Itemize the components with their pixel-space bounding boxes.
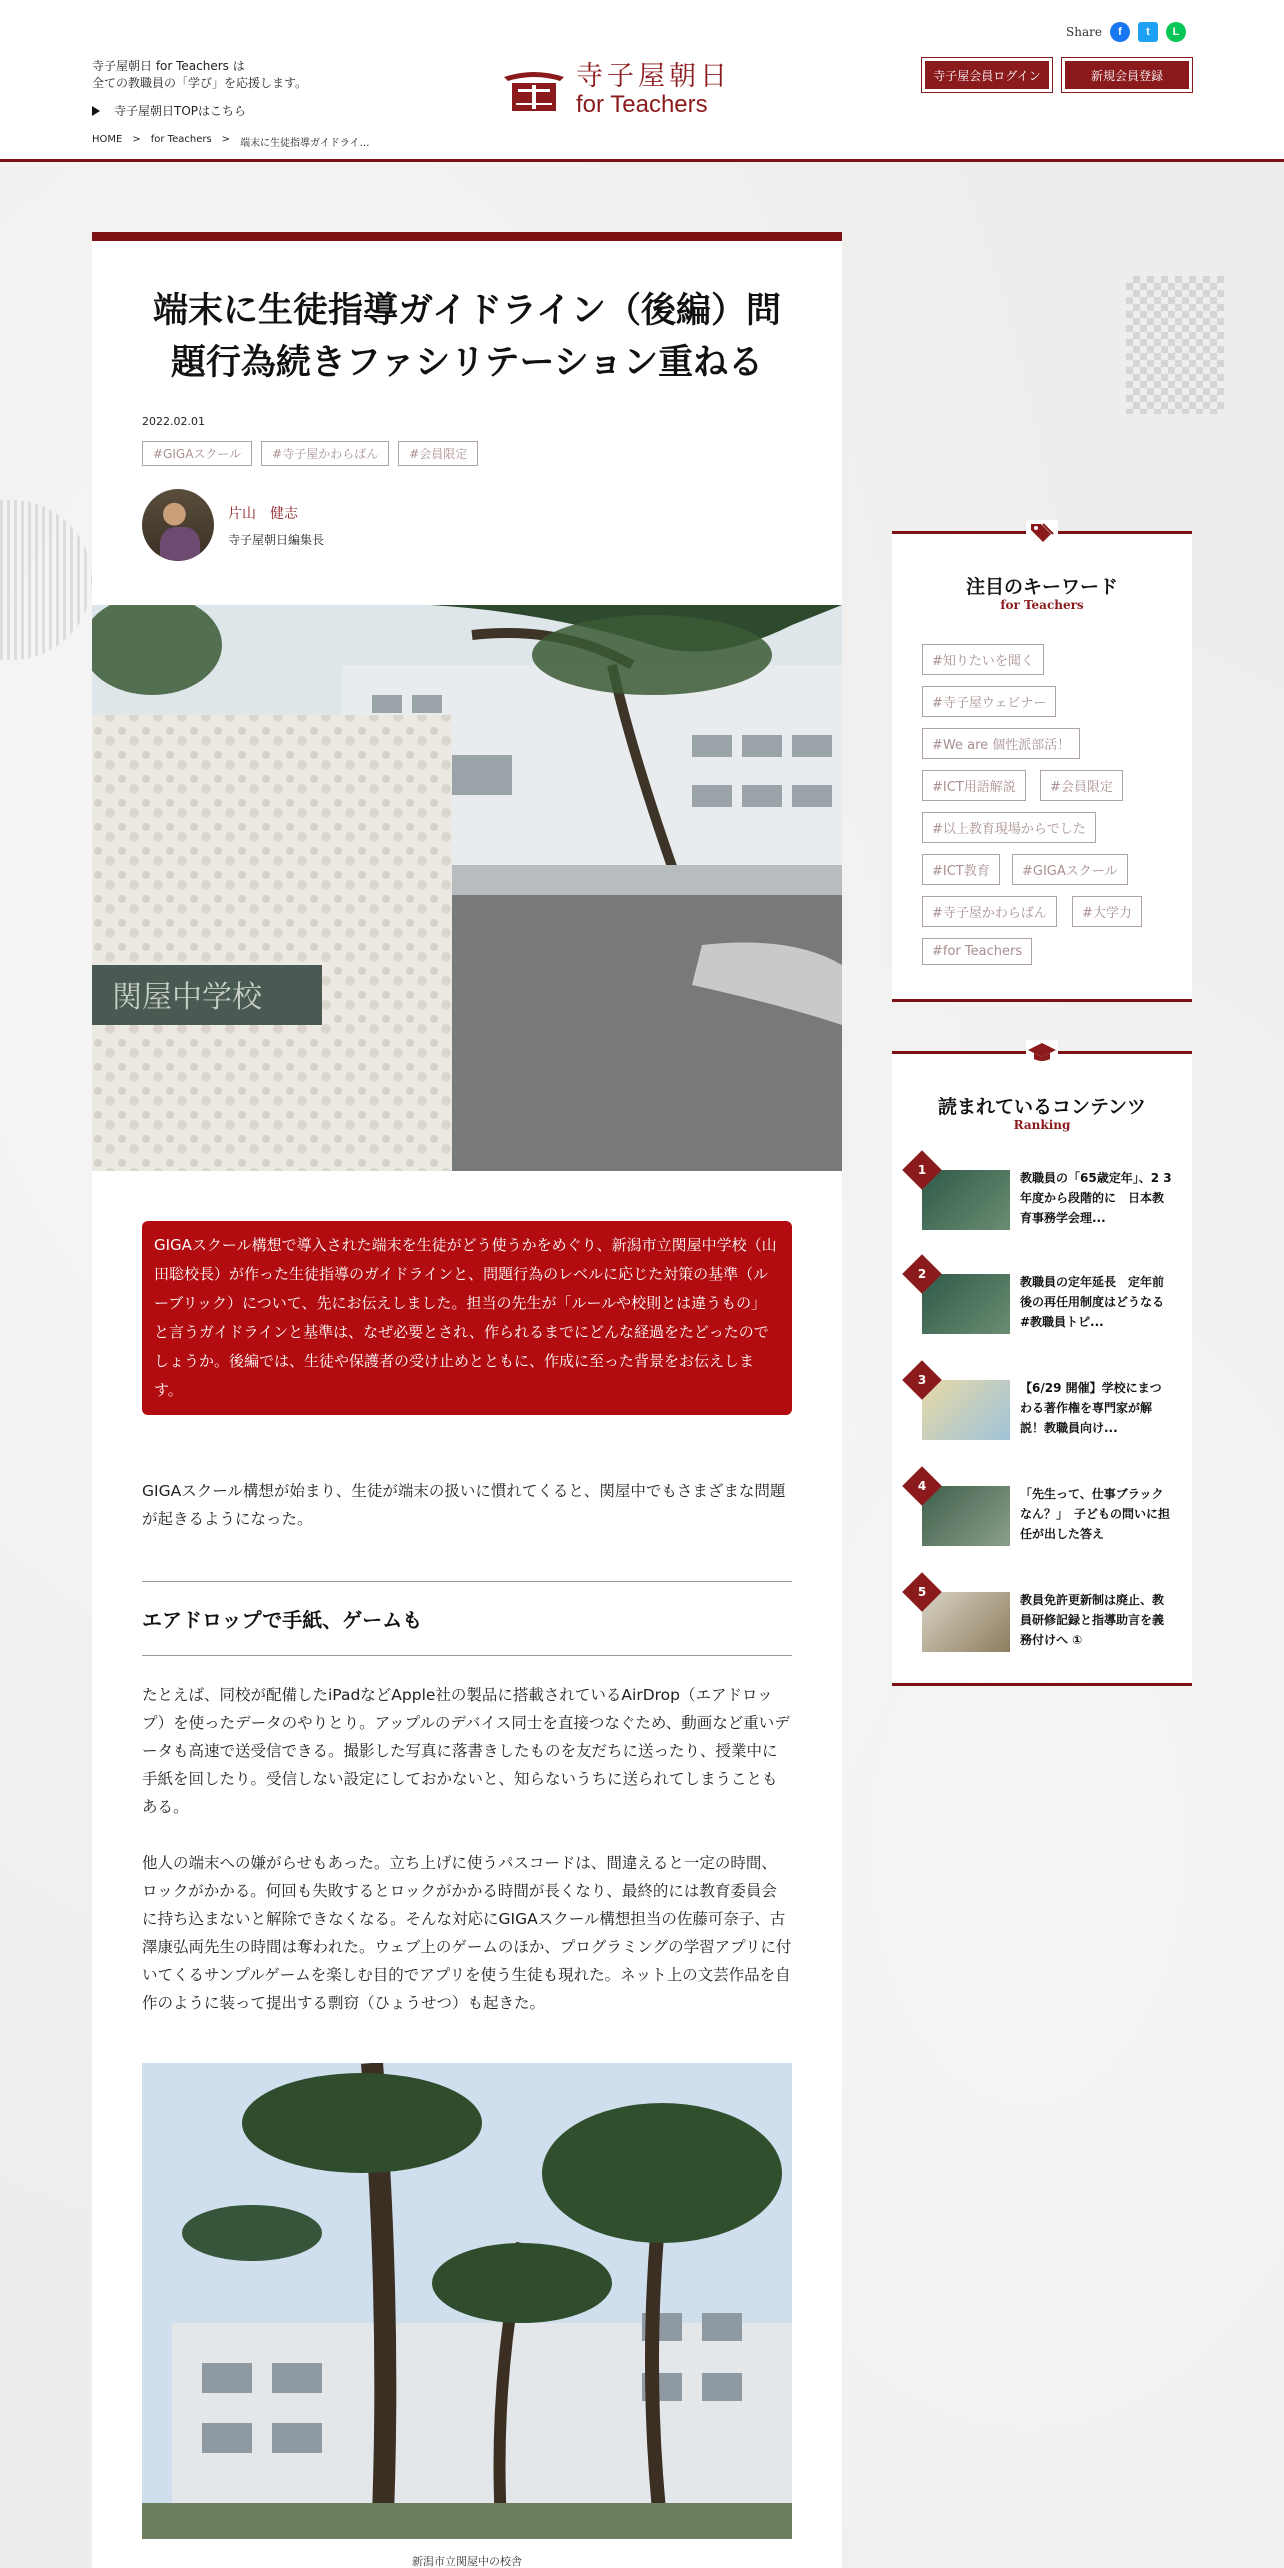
keyword-tag[interactable]: #会員限定 (1040, 770, 1123, 801)
author-block[interactable] (142, 489, 324, 561)
ranking-item[interactable] (917, 1264, 1177, 1334)
breadcrumb-current: 端末に生徒指導ガイドライ… (240, 138, 370, 149)
keyword-tag[interactable]: #大学力 (1072, 896, 1142, 927)
site-tagline (92, 58, 307, 92)
article-title: 端末に生徒指導ガイドライン（後編）問題行為続きファシリテーション重ねる (153, 291, 781, 383)
ranking-title-text: 教員免許更新制は廃止、教員研修記録と指導助言を義務付けへ ① (1020, 1593, 1165, 1647)
keyword-tag[interactable]: #for Teachers (922, 938, 1032, 965)
tag-giga-school[interactable]: #GIGAスクール (142, 441, 252, 466)
panel-cap (892, 1040, 1192, 1064)
tag-kawaraban[interactable]: #寺子屋かわらばん (261, 441, 389, 466)
keyword-tag[interactable]: #ICT教育 (922, 854, 1000, 885)
article-card (92, 232, 842, 2568)
tagline-line-2: 全ての教職員の「学び」を応援します。 (92, 76, 308, 90)
author-role: 寺子屋朝日編集長 (228, 532, 325, 547)
rank-number: 2 (917, 1267, 927, 1281)
register-button[interactable]: 新規会員登録 (1064, 60, 1190, 90)
twitter-icon[interactable]: t (1138, 22, 1158, 42)
keyword-tag[interactable]: #寺子屋ウェビナー (922, 686, 1056, 717)
share-bar (1066, 22, 1186, 42)
hero-image-school-gate (92, 605, 842, 1171)
keyword-tag[interactable]: #We are 個性派部活！ (922, 728, 1080, 759)
ranking-title-text: 教職員の定年延長 定年前後の再任用制度はどうなる #教職員トピ... (1020, 1275, 1177, 1329)
facebook-icon[interactable]: f (1110, 22, 1130, 42)
keyword-tag[interactable]: #以上教育現場からでした (922, 812, 1096, 843)
ranking-item[interactable] (917, 1370, 1172, 1440)
author-name: 片山 健志 (228, 505, 298, 522)
panel-cap (892, 520, 1192, 544)
ranking-title: 読まれているコンテンツ (937, 1096, 1147, 1118)
keywords-title: 注目のキーワード (965, 576, 1118, 598)
breadcrumb-for-teachers[interactable]: for Teachers (150, 134, 212, 145)
rank-number: 5 (917, 1585, 927, 1599)
tagline-line-1: 寺子屋朝日 for Teachers は (92, 59, 245, 73)
keyword-tag[interactable]: #寺子屋かわらばん (922, 896, 1057, 927)
ranking-subtitle: Ranking (1013, 1118, 1071, 1132)
site-header (0, 0, 1284, 162)
rank-number: 4 (917, 1479, 927, 1493)
avatar (142, 489, 214, 561)
breadcrumb-home[interactable]: HOME (92, 134, 123, 145)
rank-number: 1 (917, 1163, 927, 1177)
site-logo[interactable] (502, 62, 731, 118)
breadcrumb-separator: > (132, 134, 141, 145)
article-tags (142, 441, 478, 466)
photo-caption: 新潟市立関屋中の校舎 (412, 2555, 522, 2568)
ranking-title-text: 教職員の「65歳定年」、2 3年度から段階的に 日本教育事務学会理... (1020, 1171, 1172, 1225)
ranking-title-text: 「先生って、仕事ブラックなん？」 子どもの問いに担任が出した答え (1020, 1487, 1171, 1541)
graduation-cap-icon (1026, 1040, 1058, 1064)
line-icon[interactable]: L (1166, 22, 1186, 42)
breadcrumb-separator: > (221, 134, 231, 145)
keywords-subtitle: for Teachers (1000, 598, 1084, 612)
rank-number: 3 (917, 1373, 927, 1387)
ranking-item[interactable] (917, 1582, 1172, 1652)
keyword-tag[interactable]: #知りたいを聞く (922, 644, 1044, 675)
keyword-tag[interactable]: #GIGAスクール (1012, 854, 1128, 885)
keyword-tag[interactable]: #ICT用語解説 (922, 770, 1026, 801)
member-login-button[interactable]: 寺子屋会員ログイン (924, 60, 1050, 90)
logo-mark-icon (502, 65, 566, 115)
top-page-link-label: 寺子屋朝日TOPはこちら (114, 104, 247, 118)
article-date: 2022.02.01 (142, 415, 205, 428)
decorative-checker-pattern (1126, 276, 1224, 414)
section-heading-airdrop: エアドロップで手紙、ゲームも (142, 1581, 792, 1656)
share-label: Share (1066, 25, 1102, 39)
logo-subtitle: for Teachers (576, 91, 708, 118)
play-arrow-icon (92, 106, 100, 116)
ranking-title-text: 【6/29 開催】学校にまつわる著作権を専門家が解説！教職員向け... (1020, 1381, 1162, 1435)
ranking-item[interactable] (917, 1476, 1172, 1546)
school-building-photo (142, 2063, 792, 2539)
keywords-panel (892, 532, 1192, 1002)
paragraph-3: 他人の端末への嫌がらせもあった。立ち上げに使うパスコードは、間違えると一定の時間、ロックがかかる。何回も失敗するとロックがかかる時間が長くなり、最終的には教育委員会に持ち込まないと解除できなくなる。そんな対応にGIGAスクール構想担当の佐藤可奈子、古澤康弘両先生の時間は奪われた。ウェブ上のゲームのほか、プログラミングの学習アプリに付いてくるサンプルゲームを楽しむ目的でアプリを使う生徒も現れた。ネット上の文芸作品を自作のように装って提出する剽窃（ひょうせつ）も起きた。 (142, 1854, 792, 2012)
logo-title: 寺子屋朝日 (576, 61, 731, 92)
paragraph-2: たとえば、同校が配備したiPadなどApple社の製品に搭載されているAirDrop（エアドロップ）を使ったデータのやりとり。アップルのデバイス同士を直接つなぐため、動画など重いデータも高速で送受信できる。撮影した写真に落書きしたものを友だちに送ったり、授業中に手紙を回したり。受信しない設定にしておかないと、知らないうちに送られてしまうこともある。 (142, 1686, 790, 1816)
tag-icon (1026, 520, 1058, 544)
top-page-link[interactable] (92, 102, 246, 119)
ranking-item[interactable] (917, 1160, 1172, 1230)
school-plate-text: 関屋中学校 (112, 980, 262, 1015)
ranking-panel (892, 1052, 1192, 1686)
tag-members-only[interactable]: #会員限定 (398, 441, 478, 466)
breadcrumb (92, 134, 369, 149)
paragraph-1: GIGAスクール構想が始まり、生徒が端末の扱いに慣れてくると、関屋中でもさまざまな問題が起きるようになった。 (142, 1482, 786, 1528)
article-lead: GIGAスクール構想で導入された端末を生徒がどう使うかをめぐり、新潟市立関屋中学校（山田聡校長）が作った生徒指導のガイドラインと、問題行為のレベルに応じた対策の基準（ルーブリック）について、先にお伝えしました。担当の先生が「ルールや校則とは違うもの」と言うガイドラインと基準は、なぜ必要とされ、作られるまでにどんな経過をたどったのでしょうか。後編では、生徒や保護者の受け止めとともに、作成に至った背景をお伝えします。 (142, 1221, 792, 1415)
